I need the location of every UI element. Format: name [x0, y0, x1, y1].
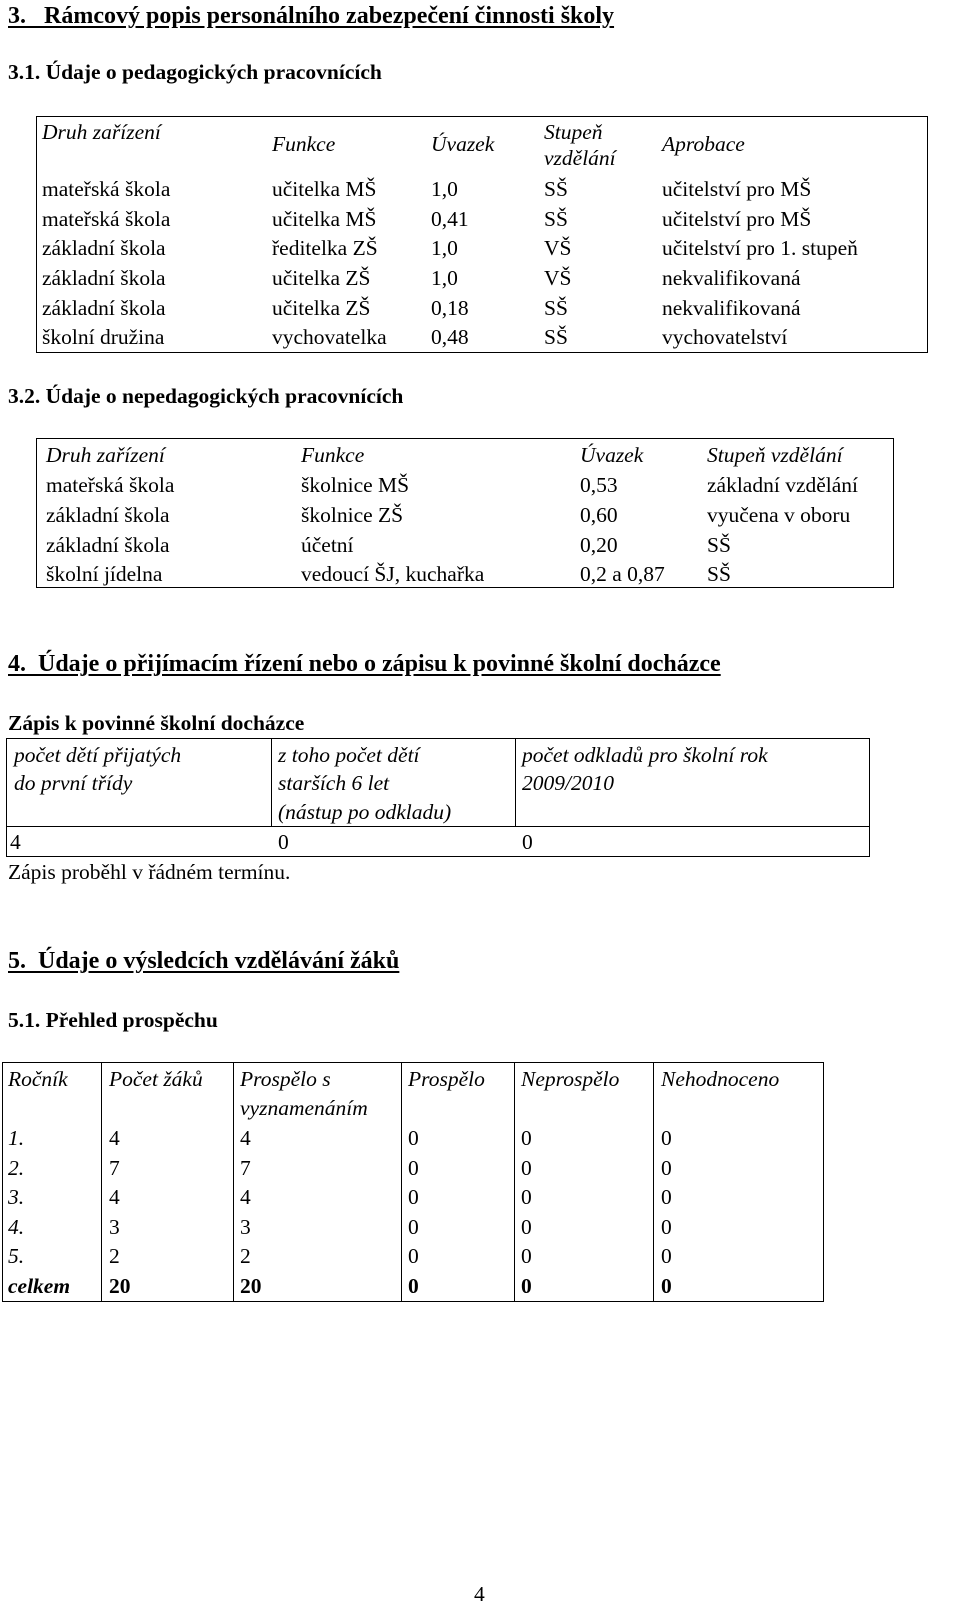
cell: základní škola [46, 533, 170, 557]
cell: učitelství pro MŠ [662, 177, 812, 201]
col-divider [101, 1062, 102, 1302]
header-druh: Druh zařízení [42, 120, 161, 144]
value-postponed: 0 [522, 830, 533, 854]
cell: základní škola [42, 266, 166, 290]
cell: 4 [109, 1126, 120, 1150]
cell: základní vzdělání [707, 473, 859, 497]
header-rocnik: Ročník [8, 1067, 68, 1091]
cell: 0 [408, 1215, 419, 1239]
header-stupen: Stupeň [544, 120, 603, 144]
cell: 7 [240, 1156, 251, 1180]
col-divider [515, 738, 516, 826]
section-4-subheading: Zápis k povinné školní docházce [8, 711, 305, 735]
section-3-heading: 3. Rámcový popis personálního zabezpečení činnosti školy [8, 3, 615, 29]
section-5-heading: 5. Údaje o výsledcích vzdělávání žáků [8, 948, 400, 974]
cell: 2 [240, 1244, 251, 1268]
cell: 0 [521, 1215, 532, 1239]
cell: SŠ [707, 562, 731, 586]
cell: vyučena v oboru [707, 503, 851, 527]
cell: 0 [408, 1185, 419, 1209]
cell: školnice ZŠ [301, 503, 404, 527]
cell: základní škola [46, 503, 170, 527]
section-3-1-heading: 3.1. Údaje o pedagogických pracovnících [8, 60, 382, 84]
cell: nekvalifikovaná [662, 266, 801, 290]
cell: mateřská škola [46, 473, 175, 497]
cell: 0 [661, 1185, 672, 1209]
col-divider [514, 1062, 515, 1302]
cell: 0 [408, 1156, 419, 1180]
section-4-heading: 4. Údaje o přijímacím řízení nebo o zápisu k povinné školní docházce [8, 651, 721, 677]
cell: 0 [521, 1274, 532, 1298]
cell: SŠ [544, 177, 568, 201]
cell: 0 [661, 1156, 672, 1180]
header-prospelo: Prospělo [408, 1067, 485, 1091]
cell: 0 [661, 1215, 672, 1239]
cell: účetní [301, 533, 354, 557]
header-pocet: Počet žáků [109, 1067, 203, 1091]
cell: 0 [408, 1274, 419, 1298]
cell: 1,0 [431, 177, 458, 201]
section-5-1-heading: 5.1. Přehled prospěchu [8, 1008, 218, 1032]
cell: 0,20 [580, 533, 618, 557]
cell: 20 [109, 1274, 131, 1298]
header-funkce: Funkce [301, 443, 365, 467]
header-older-line3: (nástup po odkladu) [278, 800, 452, 824]
row-divider [6, 826, 870, 827]
cell: školnice MŠ [301, 473, 410, 497]
cell: učitelství pro MŠ [662, 207, 812, 231]
cell: ředitelka ZŠ [272, 236, 378, 260]
cell: školní jídelna [46, 562, 163, 586]
header-vyznamenani-1: Prospělo s [240, 1067, 331, 1091]
col-divider [271, 738, 272, 826]
cell: 0 [408, 1244, 419, 1268]
cell: 0 [521, 1126, 532, 1150]
cell: VŠ [544, 266, 572, 290]
header-druh: Druh zařízení [46, 443, 165, 467]
cell: 0 [521, 1156, 532, 1180]
cell: 3. [8, 1185, 25, 1209]
cell: 0,53 [580, 473, 618, 497]
admission-note: Zápis proběhl v řádném termínu. [8, 860, 291, 884]
header-aprobace: Aprobace [662, 132, 745, 156]
cell: celkem [8, 1274, 71, 1298]
cell: učitelka MŠ [272, 177, 377, 201]
cell: 0 [521, 1244, 532, 1268]
page-number: 4 [474, 1582, 485, 1606]
cell: 0 [661, 1244, 672, 1268]
cell: vychovatelka [272, 325, 387, 349]
value-accepted: 4 [10, 830, 21, 854]
header-funkce: Funkce [272, 132, 336, 156]
value-older: 0 [278, 830, 289, 854]
cell: 20 [240, 1274, 262, 1298]
header-older-line2: starších 6 let [278, 771, 390, 795]
cell: vedoucí ŠJ, kuchařka [301, 562, 485, 586]
cell: vychovatelství [662, 325, 788, 349]
cell: SŠ [544, 296, 568, 320]
cell: učitelství pro 1. stupeň [662, 236, 858, 260]
header-uvazek: Úvazek [431, 132, 495, 156]
cell: 2 [109, 1244, 120, 1268]
cell: SŠ [544, 325, 568, 349]
cell: 1. [8, 1126, 25, 1150]
cell: 1,0 [431, 236, 458, 260]
cell: 0 [408, 1126, 419, 1150]
cell: 0 [521, 1185, 532, 1209]
header-stupen: Stupeň vzdělání [707, 443, 843, 467]
header-neprospelo: Neprospělo [521, 1067, 620, 1091]
col-divider [401, 1062, 402, 1302]
cell: VŠ [544, 236, 572, 260]
section-3-2-heading: 3.2. Údaje o nepedagogických pracovnících [8, 384, 404, 408]
header-postponed-line2: 2009/2010 [522, 771, 614, 795]
cell: mateřská škola [42, 207, 171, 231]
cell: 3 [109, 1215, 120, 1239]
header-vzdelani: vzdělání [544, 146, 616, 170]
cell: mateřská škola [42, 177, 171, 201]
header-nehodnoceno: Nehodnoceno [661, 1067, 780, 1091]
cell: 0,18 [431, 296, 469, 320]
cell: 1,0 [431, 266, 458, 290]
header-accepted-line1: počet dětí přijatých [14, 743, 182, 767]
header-older-line1: z toho počet dětí [278, 743, 420, 767]
cell: 0 [661, 1274, 672, 1298]
cell: učitelka ZŠ [272, 296, 371, 320]
cell: 4 [240, 1126, 251, 1150]
cell: 7 [109, 1156, 120, 1180]
col-divider [653, 1062, 654, 1302]
cell: 0,60 [580, 503, 618, 527]
cell: 0,48 [431, 325, 469, 349]
cell: základní škola [42, 296, 166, 320]
cell: 4 [109, 1185, 120, 1209]
cell: 5. [8, 1244, 25, 1268]
cell: SŠ [707, 533, 731, 557]
cell: 0 [661, 1126, 672, 1150]
cell: nekvalifikovaná [662, 296, 801, 320]
cell: 2. [8, 1156, 25, 1180]
col-divider [233, 1062, 234, 1302]
header-uvazek: Úvazek [580, 443, 644, 467]
cell: 0,2 a 0,87 [580, 562, 665, 586]
header-accepted-line2: do první třídy [14, 771, 133, 795]
cell: 4 [240, 1185, 251, 1209]
cell: 0,41 [431, 207, 469, 231]
cell: SŠ [544, 207, 568, 231]
cell: 3 [240, 1215, 251, 1239]
cell: školní družina [42, 325, 165, 349]
header-vyznamenani-2: vyznamenáním [240, 1096, 368, 1120]
cell: učitelka ZŠ [272, 266, 371, 290]
header-postponed-line1: počet odkladů pro školní rok [522, 743, 768, 767]
cell: 4. [8, 1215, 25, 1239]
cell: základní škola [42, 236, 166, 260]
cell: učitelka MŠ [272, 207, 377, 231]
